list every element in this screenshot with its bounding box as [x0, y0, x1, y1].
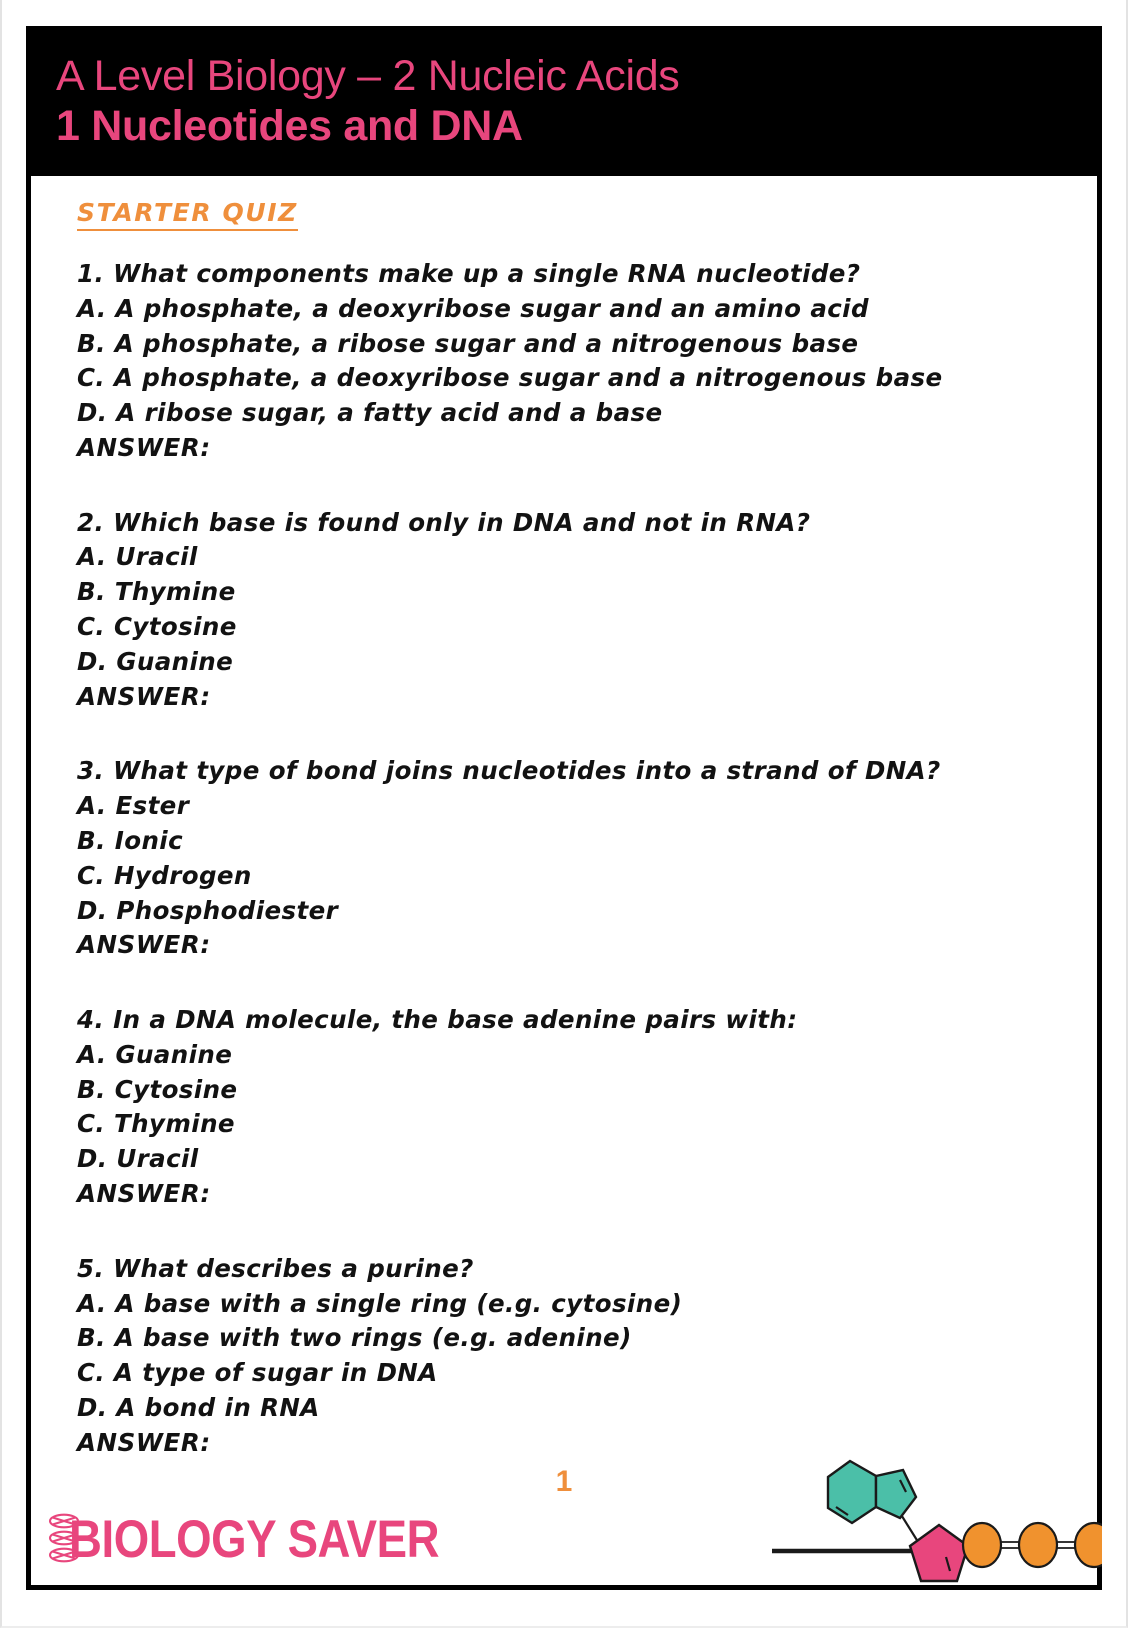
question-option[interactable]: B. Thymine — [77, 577, 236, 607]
question-option[interactable]: C. Hydrogen — [77, 860, 252, 890]
content-frame — [26, 26, 1102, 1590]
phosphate-group — [1075, 1523, 1102, 1567]
dna-helix-icon — [47, 1513, 81, 1565]
question-option[interactable]: B. A base with two rings (e.g. adenine) — [77, 1323, 632, 1353]
worksheet-body — [31, 176, 1097, 1506]
answer-label[interactable]: ANSWER: — [77, 930, 211, 960]
purine-pentagon — [876, 1470, 916, 1518]
page-number: 1 — [555, 1465, 573, 1498]
question-option[interactable]: C. Thymine — [77, 1109, 235, 1139]
question-option[interactable]: B. Ionic — [77, 825, 184, 855]
phosphate-group — [1019, 1523, 1057, 1567]
question-option[interactable]: D. Uracil — [77, 1144, 199, 1174]
question-prompt: 1. What components make up a single RNA nucleotide? — [77, 259, 861, 288]
quiz-question — [77, 1003, 1097, 1212]
question-prompt: 4. In a DNA molecule, the base adenine pairs with: — [77, 1005, 798, 1035]
question-option[interactable]: A. A phosphate, a deoxyribose sugar and an amino acid — [77, 293, 869, 323]
brand-logo — [47, 1511, 499, 1567]
phosphate-group — [963, 1523, 1001, 1567]
question-option[interactable]: D. A bond in RNA — [77, 1392, 320, 1422]
header-topic-line: 1 Nucleotides and DNA — [56, 101, 523, 150]
header-subject-line: A Level Biology – 2 Nucleic Acids — [56, 52, 680, 100]
pentose-sugar — [910, 1525, 968, 1581]
quiz-question — [77, 754, 1097, 963]
question-prompt: 5. What describes a purine? — [77, 1253, 474, 1283]
question-option[interactable]: D. Guanine — [77, 646, 234, 676]
question-option[interactable]: D. Phosphodiester — [77, 895, 339, 925]
question-option[interactable]: C. Cytosine — [77, 612, 237, 642]
quiz-question — [77, 506, 1097, 715]
quiz-question-list — [77, 257, 1097, 1460]
question-option[interactable]: D. A ribose sugar, a fatty acid and a base — [77, 398, 663, 428]
question-option[interactable]: A. Guanine — [77, 1039, 233, 1069]
answer-label[interactable]: ANSWER: — [77, 681, 211, 711]
question-prompt: 2. Which base is found only in DNA and not in RNA? — [77, 507, 811, 537]
question-option[interactable]: A. Uracil — [77, 542, 198, 572]
question-option[interactable]: B. Cytosine — [77, 1074, 238, 1104]
nucleotide-diagram — [772, 1385, 1102, 1585]
page-header — [26, 26, 1102, 176]
question-option[interactable]: C. A type of sugar in DNA — [77, 1358, 438, 1388]
question-option[interactable]: C. A phosphate, a deoxyribose sugar and a nitrogenous base — [77, 363, 943, 393]
page-footer — [31, 1415, 1097, 1585]
answer-label[interactable]: ANSWER: — [77, 1427, 211, 1457]
answer-label[interactable]: ANSWER: — [77, 1178, 211, 1208]
quiz-question — [77, 257, 1097, 466]
question-option[interactable]: A. A base with a single ring (e.g. cytosine) — [77, 1288, 683, 1318]
brand-logo-text: BIOLOGY SAVER — [69, 1509, 440, 1569]
question-option[interactable]: B. A phosphate, a ribose sugar and a nitrogenous base — [77, 328, 859, 358]
section-title-starter-quiz: STARTER QUIZ — [77, 198, 298, 231]
purine-hexagon — [828, 1461, 876, 1523]
question-option[interactable]: A. Ester — [77, 791, 190, 821]
question-prompt: 3. What type of bond joins nucleotides into a strand of DNA? — [77, 756, 941, 786]
answer-label[interactable]: ANSWER: — [77, 432, 211, 462]
